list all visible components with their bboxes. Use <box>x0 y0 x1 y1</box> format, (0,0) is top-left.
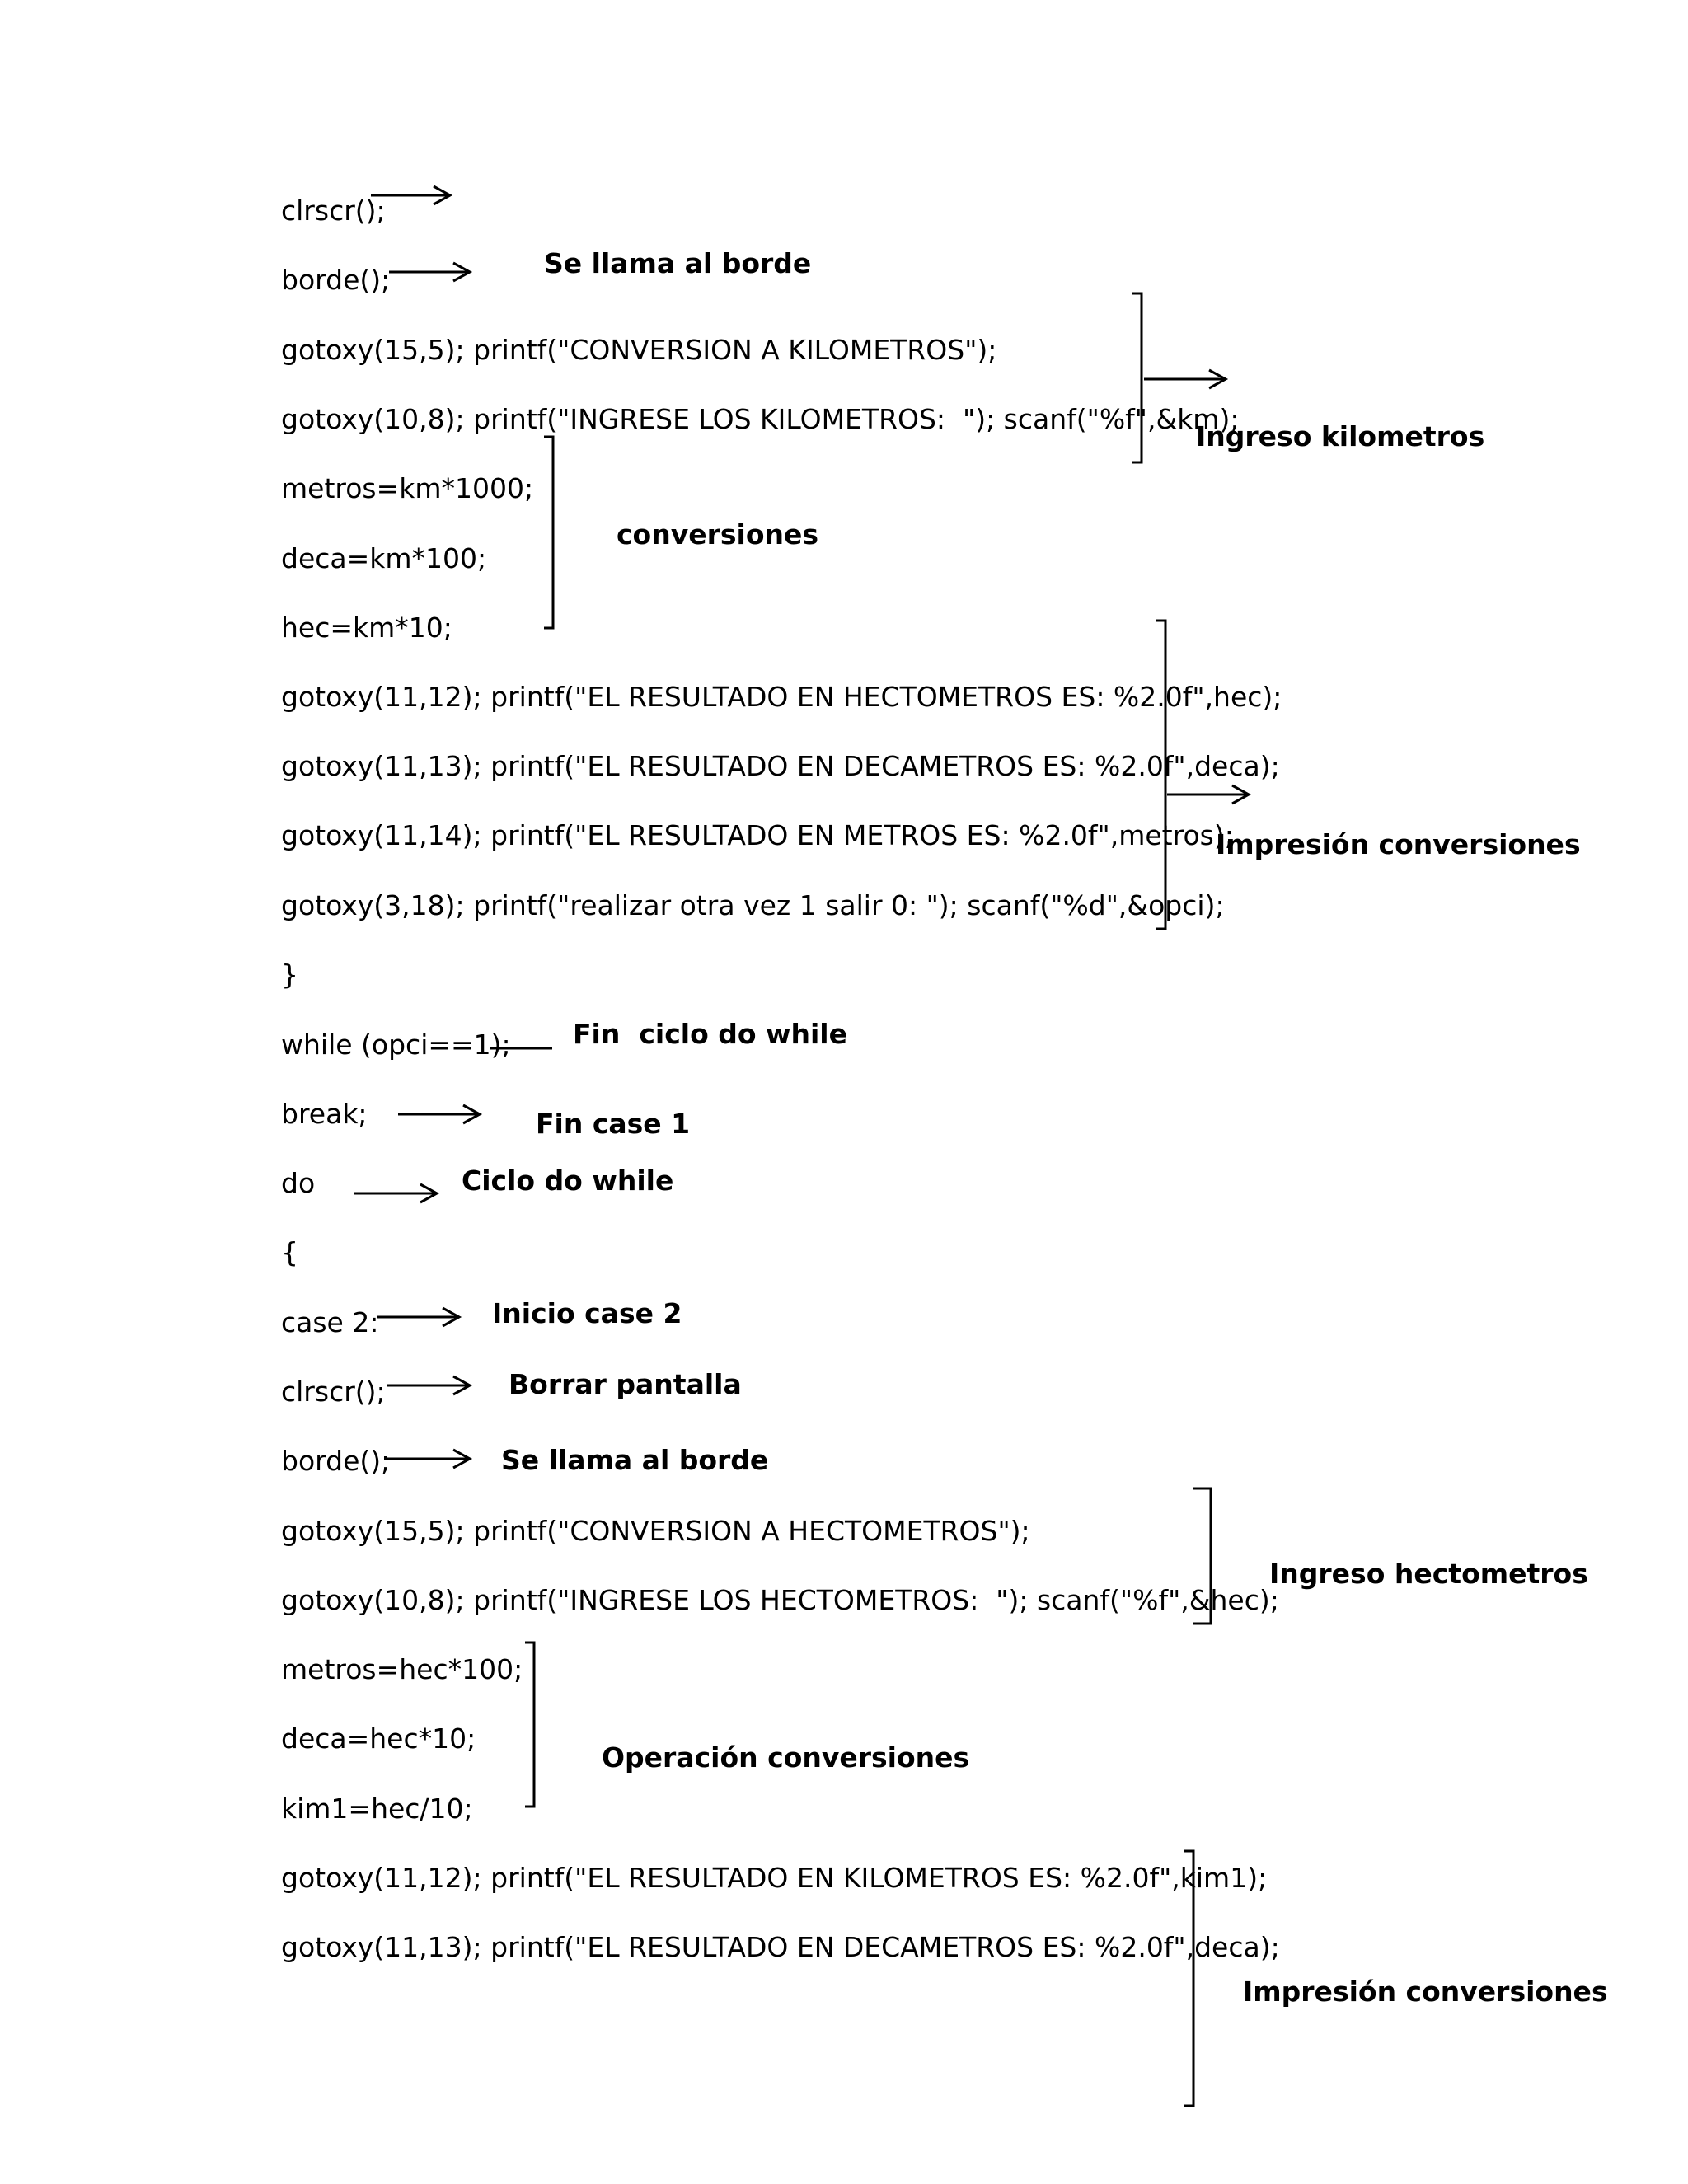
code-line: metros=hec*100; <box>281 1653 523 1685</box>
code-line: break; <box>281 1098 368 1130</box>
code-line: case 2: <box>281 1306 379 1338</box>
annotation-se-llama-al-borde: Se llama al borde <box>501 1444 769 1476</box>
arrow-ingreso-kilometros <box>1144 370 1226 388</box>
code-line: gotoxy(15,5); printf("CONVERSION A KILOMETROS"); <box>281 334 997 366</box>
annotation-impresion-conversiones: Impresión conversiones <box>1216 828 1581 860</box>
annotation-borrar-pantalla: Borrar pantalla <box>509 1368 742 1400</box>
code-line: gotoxy(15,5); printf("CONVERSION A HECTOMETROS"); <box>281 1515 1030 1547</box>
code-line: gotoxy(11,12); printf("EL RESULTADO EN KILOMETROS ES: %2.0f",kim1); <box>281 1862 1268 1894</box>
code-line: kim1=hec/10; <box>281 1793 473 1825</box>
code-line: do <box>281 1167 316 1199</box>
arrow-break <box>398 1105 480 1123</box>
code-line: gotoxy(11,14); printf("EL RESULTADO EN METROS ES: %2.0f",metros); <box>281 819 1234 851</box>
code-line: gotoxy(3,18); printf("realizar otra vez 1 salir 0: "); scanf("%d",&opci); <box>281 889 1225 921</box>
annotation-ingreso-hectometros: Ingreso hectometros <box>1269 1558 1588 1590</box>
code-line: metros=km*1000; <box>281 472 534 504</box>
annotation-fin-ciclo-do-while: Fin ciclo do while <box>573 1018 847 1050</box>
arrow-borde-2 <box>387 1450 470 1468</box>
bracket-operacion-conversiones <box>525 1643 534 1807</box>
code-line: hec=km*10; <box>281 612 452 644</box>
annotation-se-llama-al-borde: Se llama al borde <box>544 247 812 279</box>
annotation-inicio-case-2: Inicio case 2 <box>492 1297 682 1329</box>
code-line: gotoxy(11,12); printf("EL RESULTADO EN HECTOMETROS ES: %2.0f",hec); <box>281 681 1282 713</box>
annotation-fin-case-1: Fin case 1 <box>536 1108 691 1140</box>
annotation-conversiones: conversiones <box>617 518 819 551</box>
annotation-impresion-conversiones: Impresión conversiones <box>1243 1975 1608 2008</box>
bracket-conversiones <box>544 437 553 628</box>
annotation-operacion-conversiones: Operación conversiones <box>602 1741 970 1774</box>
code-line: deca=km*100; <box>281 542 487 574</box>
code-line: gotoxy(11,13); printf("EL RESULTADO EN DECAMETROS ES: %2.0f",deca); <box>281 750 1280 782</box>
code-line: borde(); <box>281 1445 391 1477</box>
arrow-case-2 <box>377 1308 459 1326</box>
code-line: gotoxy(10,8); printf("INGRESE LOS HECTOMETROS: "); scanf("%f",&hec); <box>281 1584 1279 1616</box>
code-line: borde(); <box>281 264 391 296</box>
annotation-ciclo-do-while: Ciclo do while <box>462 1165 674 1197</box>
code-line: deca=hec*10; <box>281 1722 476 1755</box>
code-line: while (opci==1); <box>281 1029 511 1061</box>
arrow-do <box>354 1184 437 1202</box>
code-line: gotoxy(10,8); printf("INGRESE LOS KILOMETROS: "); scanf("%f",&km); <box>281 403 1240 435</box>
code-line: } <box>281 958 298 991</box>
arrow-clrscr-2 <box>387 1376 470 1394</box>
code-line: clrscr(); <box>281 194 386 227</box>
code-line: gotoxy(11,13); printf("EL RESULTADO EN DECAMETROS ES: %2.0f",deca); <box>281 1931 1280 1963</box>
arrow-impresion-conversiones <box>1167 785 1249 804</box>
code-line: { <box>281 1236 298 1268</box>
code-line: clrscr(); <box>281 1376 386 1408</box>
arrow-borde <box>389 263 470 281</box>
bracket-ingreso-kilometros <box>1132 293 1142 462</box>
annotation-ingreso-kilometros: Ingreso kilometros <box>1196 420 1485 452</box>
